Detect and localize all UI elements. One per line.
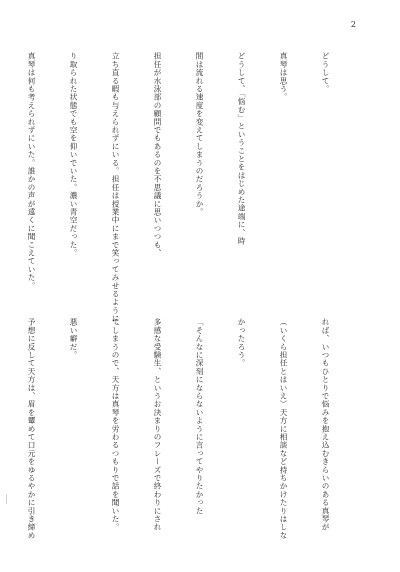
text-line: どうして、「悩む」ということをはじめた途端に、時: [237, 52, 246, 245]
text-line: 「そんなに深刻にならないように言ってやりたかった: [195, 318, 204, 515]
text-line: り取られた状態でも空を仰いでいた。濃い青空だった。: [69, 52, 78, 257]
text-line: どうして。: [321, 52, 330, 93]
text-line: 予想に反して天方は、眉を顰めて口元をゆるやかに引き締め: [27, 318, 36, 540]
page-number: 2: [350, 20, 356, 29]
text-line: 真琴は何も考えられずにいた。誰かの声が遠くに聞こえていた。: [27, 52, 36, 290]
text-line: 担任が水泳部の顧問でもあるのを不思議に思いつつも、: [153, 52, 162, 257]
text-line: 悪い癖だ。: [69, 318, 78, 359]
text-line: 立ち直る暇も与えられずにいる。担任は授業中にまで笑ってみせるように、: [111, 52, 120, 331]
text-line: （いくら担任とはいえ）天方に相談など持ちかけたりはしな: [279, 318, 288, 540]
text-line: かったろう。: [237, 318, 246, 368]
text-block-bottom: [0, 318, 360, 548]
text-line: てしまうので、天方は真琴を労わるつもりで話を聞いた。: [111, 318, 120, 532]
text-line: 真琴は思う。: [279, 52, 288, 102]
text-line: れば、いつもひとりで悩みを抱え込むきらいのある真琴が: [321, 318, 330, 532]
margin-mark: [6, 494, 7, 504]
text-line: 間は流れる速度を変えてしまうのだろうか。: [195, 52, 204, 216]
text-line: 多感な受験生、というお決まりのフレーズで終わりにされ: [153, 318, 162, 532]
text-block-top: [0, 52, 360, 331]
